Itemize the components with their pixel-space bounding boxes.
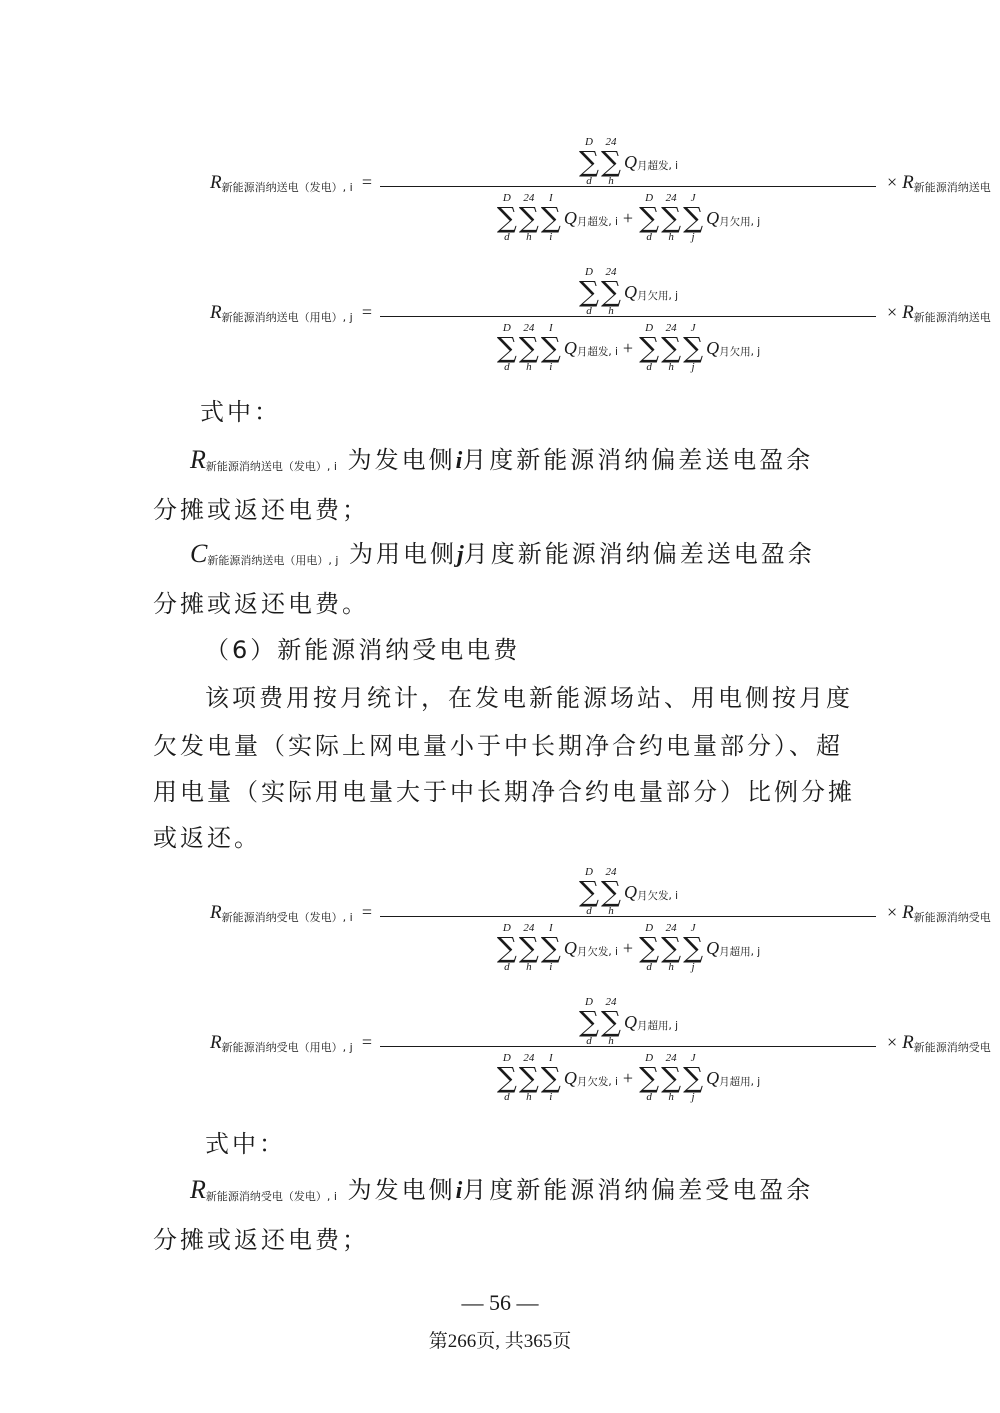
- definition-2-cont: 分摊或返还电费。: [153, 590, 369, 618]
- formula-rhs: × R新能源消纳受电: [887, 1032, 991, 1054]
- numerator: D ∑ d 24 ∑ h Q 月超用, j: [578, 996, 679, 1047]
- sum-sign: D ∑ d: [578, 266, 599, 317]
- formula-3: [210, 862, 991, 974]
- section-heading: （6）新能源消纳受电电费: [205, 636, 521, 664]
- numerator: D ∑ d 24 ∑ h Q 月欠发, i: [578, 866, 679, 917]
- numerator: D ∑ d 24 ∑ h Q 月超发, i: [578, 136, 679, 187]
- sum-sign: 24 ∑ h: [518, 1052, 539, 1103]
- denominator: D ∑ d 24 ∑ h I ∑ i Q 月超发, i + D ∑ d 24 ∑ h J ∑ j Q 月欠用, j: [496, 192, 761, 243]
- sum-sign: J ∑ j: [683, 1052, 704, 1103]
- sum-sign: 24 ∑ h: [661, 192, 682, 243]
- sum-sign: J ∑ j: [683, 922, 704, 973]
- sum-sign: D ∑ d: [496, 1052, 517, 1103]
- formula-4: [210, 992, 991, 1104]
- sum-sign: D ∑ d: [496, 192, 517, 243]
- formula-1: [210, 132, 991, 244]
- definition-1-cont: 分摊或返还电费；: [153, 496, 369, 524]
- fraction-bar: [380, 916, 876, 917]
- denominator: D ∑ d 24 ∑ h I ∑ i Q 月欠发, i + D ∑ d 24 ∑ h J ∑ j Q 月超用, j: [496, 1052, 761, 1103]
- fraction: [380, 862, 876, 974]
- sum-sign: D ∑ d: [578, 136, 599, 187]
- numerator: D ∑ d 24 ∑ h Q 月欠用, j: [578, 266, 679, 317]
- formula-rhs: × R新能源消纳送电: [887, 172, 991, 194]
- where-label: 式中：: [205, 1130, 286, 1158]
- paragraph-line: 用电量（实际用电量大于中长期净合约电量部分）比例分摊: [153, 778, 855, 806]
- sum-sign: 24 ∑ h: [600, 866, 621, 917]
- fraction: [380, 132, 876, 244]
- sum-sign: D ∑ d: [496, 922, 517, 973]
- definition-1: R新能源消纳送电（发电）, i 为发电侧i月度新能源消纳偏差送电盈余: [190, 445, 814, 474]
- sum-sign: J ∑ j: [683, 192, 704, 243]
- definition-3: R新能源消纳受电（发电）, i 为发电侧i月度新能源消纳偏差受电盈余: [190, 1175, 814, 1204]
- sum-sign: D ∑ d: [639, 192, 660, 243]
- definition-2: C新能源消纳送电（用电）, j 为用电侧j月度新能源消纳偏差送电盈余: [190, 539, 815, 568]
- sum-sign: D ∑ d: [639, 922, 660, 973]
- formula-lhs: R新能源消纳受电（发电）, i =: [210, 902, 373, 924]
- fraction: [380, 992, 876, 1104]
- paragraph-line: 该项费用按月统计，在发电新能源场站、用电侧按月度: [205, 684, 853, 712]
- page-number: — 56 —: [461, 1290, 539, 1315]
- sum-sign: 24 ∑ h: [600, 996, 621, 1047]
- sum-sign: 24 ∑ h: [661, 1052, 682, 1103]
- sum-sign: J ∑ j: [683, 322, 704, 373]
- sum-sign: D ∑ d: [496, 322, 517, 373]
- sum-sign: D ∑ d: [639, 322, 660, 373]
- denominator: D ∑ d 24 ∑ h I ∑ i Q 月欠发, i + D ∑ d 24 ∑ h J ∑ j Q 月超用, j: [496, 922, 761, 973]
- sum-sign: 24 ∑ h: [600, 136, 621, 187]
- fraction-bar: [380, 186, 876, 187]
- sum-sign: D ∑ d: [578, 996, 599, 1047]
- formula-lhs: R新能源消纳送电（发电）, i =: [210, 172, 373, 194]
- fraction-bar: [380, 316, 876, 317]
- sum-sign: 24 ∑ h: [661, 322, 682, 373]
- formula-lhs: R新能源消纳送电（用电）, j =: [210, 302, 373, 324]
- sum-sign: D ∑ d: [578, 866, 599, 917]
- sum-sign: I ∑ i: [540, 192, 561, 243]
- sum-sign: 24 ∑ h: [518, 922, 539, 973]
- fraction: [380, 262, 876, 374]
- sum-sign: D ∑ d: [639, 1052, 660, 1103]
- sum-sign: 24 ∑ h: [600, 266, 621, 317]
- sum-sign: 24 ∑ h: [661, 922, 682, 973]
- fraction-bar: [380, 1046, 876, 1047]
- page-count-info: 第266页, 共365页: [428, 1331, 572, 1352]
- where-label: 式中：: [200, 398, 281, 426]
- sum-sign: I ∑ i: [540, 1052, 561, 1103]
- sum-sign: I ∑ i: [540, 322, 561, 373]
- formula-2: [210, 262, 991, 374]
- formula-lhs: R新能源消纳受电（用电）, j =: [210, 1032, 373, 1054]
- definition-3-cont: 分摊或返还电费；: [153, 1226, 369, 1254]
- sum-sign: 24 ∑ h: [518, 322, 539, 373]
- denominator: D ∑ d 24 ∑ h I ∑ i Q 月超发, i + D ∑ d 24 ∑ h J ∑ j Q 月欠用, j: [496, 322, 761, 373]
- formula-rhs: × R新能源消纳受电: [887, 902, 991, 924]
- sum-sign: I ∑ i: [540, 922, 561, 973]
- sum-sign: 24 ∑ h: [518, 192, 539, 243]
- formula-rhs: × R新能源消纳送电: [887, 302, 991, 324]
- paragraph-line: 或返还。: [153, 824, 261, 852]
- paragraph-line: 欠发电量（实际上网电量小于中长期净合约电量部分）、超: [153, 732, 843, 760]
